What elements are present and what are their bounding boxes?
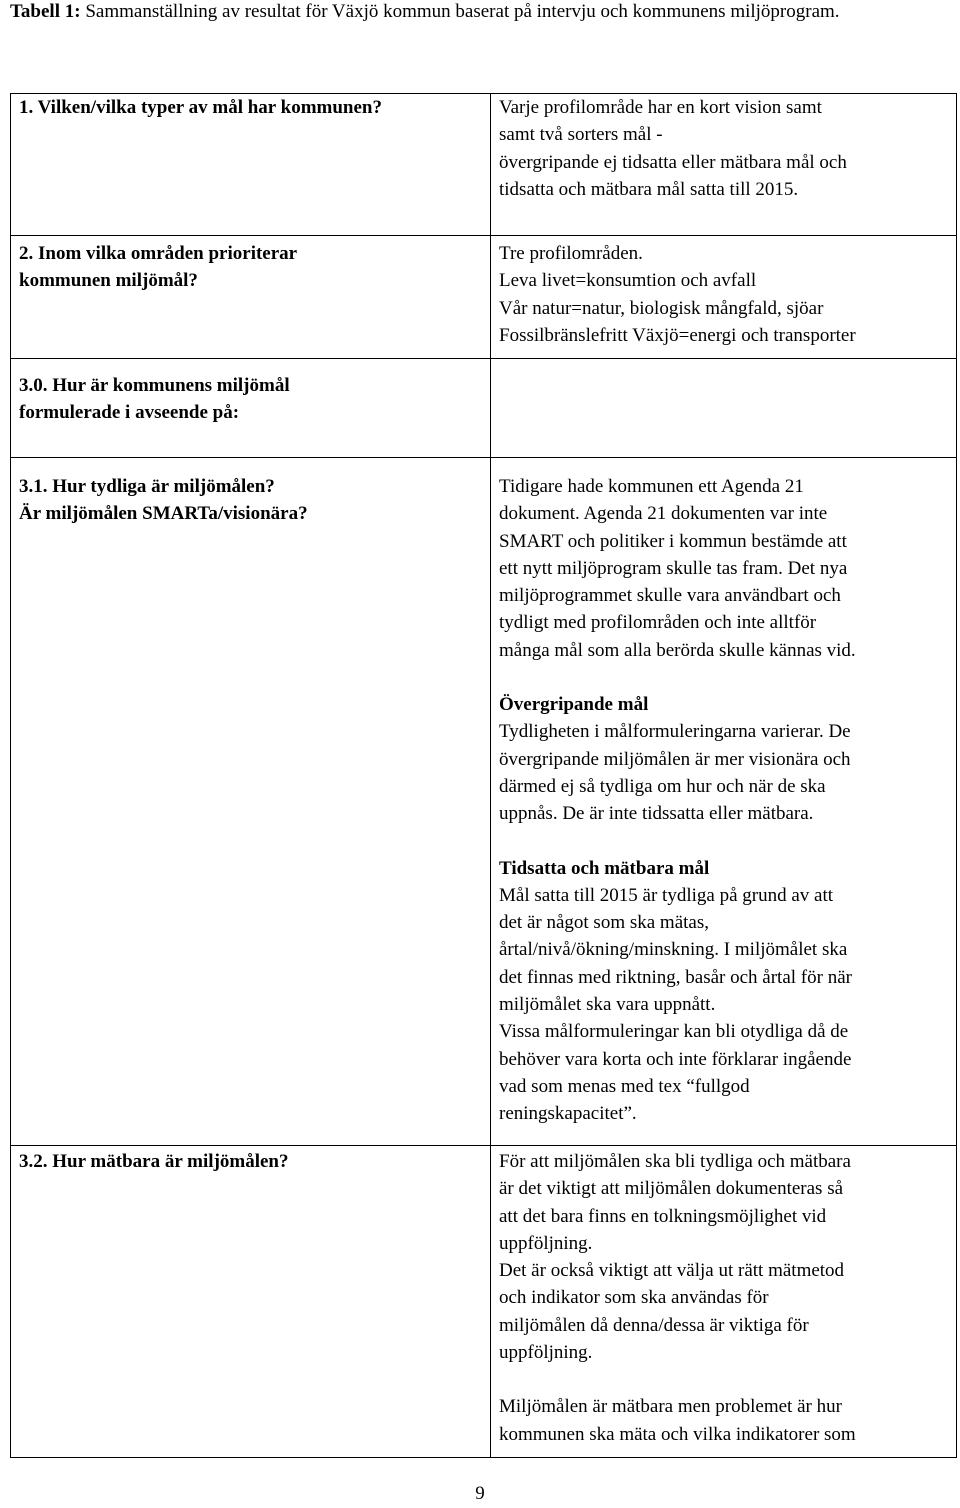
answer-line: Det är också viktigt att välja ut rätt mätmetod — [499, 1260, 845, 1282]
table-caption — [10, 0, 950, 26]
answer-line: Leva livet=konsumtion och avfall — [499, 270, 757, 292]
answer-line: Vår natur=natur, biologisk mångfald, sjöar — [499, 297, 824, 319]
table-row — [11, 1146, 957, 1458]
answer-line: ett nytt miljöprogram skulle tas fram. Det nya — [499, 557, 848, 579]
question-cell — [11, 1146, 491, 1458]
answer-line: SMART och politiker i kommun bestämde att — [499, 530, 847, 552]
question-cell — [11, 94, 491, 236]
table-row — [11, 94, 957, 236]
answer-line: dokument. Agenda 21 dokumenten var inte — [499, 503, 828, 525]
question-cell — [11, 359, 491, 458]
answer-line: Varje profilområde har en kort vision samt — [499, 97, 822, 118]
question-2: 2. Inom vilka områden prioriterar — [19, 243, 298, 264]
answer-line: Tre profilområden. — [499, 243, 643, 264]
answer-line: det är något som ska mätas, — [499, 912, 710, 934]
answer-line: behöver vara korta och inte förklarar ingående — [499, 1048, 852, 1070]
answer-line: miljöprogrammet skulle vara användbart och — [499, 585, 841, 607]
answer-line: För att miljömålen ska bli tydliga och mätbara — [499, 1151, 851, 1172]
answer-cell — [491, 1146, 957, 1458]
answer-line: Miljömålen är mätbara men problemet är hur — [499, 1396, 842, 1418]
answer-line: uppnås. De är inte tidssatta eller mätbara. — [499, 803, 814, 825]
question-3-2: 3.2. Hur mätbara är miljömålen? — [19, 1151, 289, 1172]
table-row — [11, 359, 957, 458]
question-cell — [11, 458, 491, 1146]
answer-cell — [491, 236, 957, 359]
answer-line: reningskapacitet”. — [499, 1103, 637, 1125]
answer-line: Tidigare hade kommunen ett Agenda 21 — [499, 476, 804, 497]
page-number: 9 — [475, 1483, 485, 1504]
answer-line: miljömålen då denna/dessa är viktiga för — [499, 1314, 809, 1336]
answer-line: det finnas med riktning, basår och årtal för när — [499, 966, 852, 988]
answer-cell — [491, 359, 957, 458]
answer-line: övergripande ej tidsatta eller mätbara mål och — [499, 151, 847, 173]
answer-line: därmed ej så tydliga om hur och när de ska — [499, 775, 826, 797]
answer-line: Fossilbränslefritt Växjö=energi och transporter — [499, 324, 856, 346]
answer-cell — [491, 94, 957, 236]
answer-line: vad som menas med tex “fullgod — [499, 1075, 750, 1097]
results-table — [10, 93, 957, 1458]
answer-line: kommunen ska mäta och vilka indikatorer som — [499, 1423, 856, 1445]
caption-label: Tabell 1: — [10, 1, 81, 22]
table-row — [11, 458, 957, 1146]
answer-line: miljömålet ska vara uppnått. — [499, 994, 716, 1016]
question-3-1-cont: Är miljömålen SMARTa/visionära? — [19, 503, 308, 525]
subheading-tidsatta: Tidsatta och mätbara mål — [499, 857, 710, 879]
question-cell — [11, 236, 491, 359]
question-3-1: 3.1. Hur tydliga är miljömålen? — [19, 476, 275, 497]
answer-cell — [491, 458, 957, 1146]
question-1: 1. Vilken/vilka typer av mål har kommunen? — [19, 97, 382, 118]
question-3-cont: formulerade i avseende på: — [19, 402, 240, 424]
caption-text: Sammanställning av resultat för Växjö kommun baserat på intervju och kommunens miljöprogram. — [80, 1, 840, 22]
answer-line: tydligt med profilområden och inte alltför — [499, 612, 817, 634]
answer-line: samt två sorters mål - — [499, 124, 663, 146]
answer-line: många mål som alla berörda skulle kännas vid. — [499, 639, 856, 661]
answer-line: Mål satta till 2015 är tydliga på grund av att — [499, 884, 834, 906]
answer-line: och indikator som ska användas för — [499, 1287, 769, 1309]
answer-line: att det bara finns en tolkningsmöjlighet vid — [499, 1205, 827, 1227]
answer-line: är det viktigt att miljömålen dokumenteras så — [499, 1178, 844, 1200]
answer-line: uppföljning. — [499, 1232, 593, 1254]
subheading-overgripande: Övergripande mål — [499, 694, 649, 716]
answer-line: Tydligheten i målformuleringarna varierar. De — [499, 721, 851, 743]
answer-line: årtal/nivå/ökning/minskning. I miljömålet ska — [499, 939, 848, 961]
question-3: 3.0. Hur är kommunens miljömål — [19, 375, 290, 396]
answer-line: tidsatta och mätbara mål satta till 2015. — [499, 178, 799, 200]
answer-line: övergripande miljömålen är mer visionära och — [499, 748, 851, 770]
answer-line: uppföljning. — [499, 1342, 593, 1364]
table-row — [11, 236, 957, 359]
answer-line: Vissa målformuleringar kan bli otydliga då de — [499, 1021, 849, 1043]
question-2-cont: kommunen miljömål? — [19, 270, 198, 292]
